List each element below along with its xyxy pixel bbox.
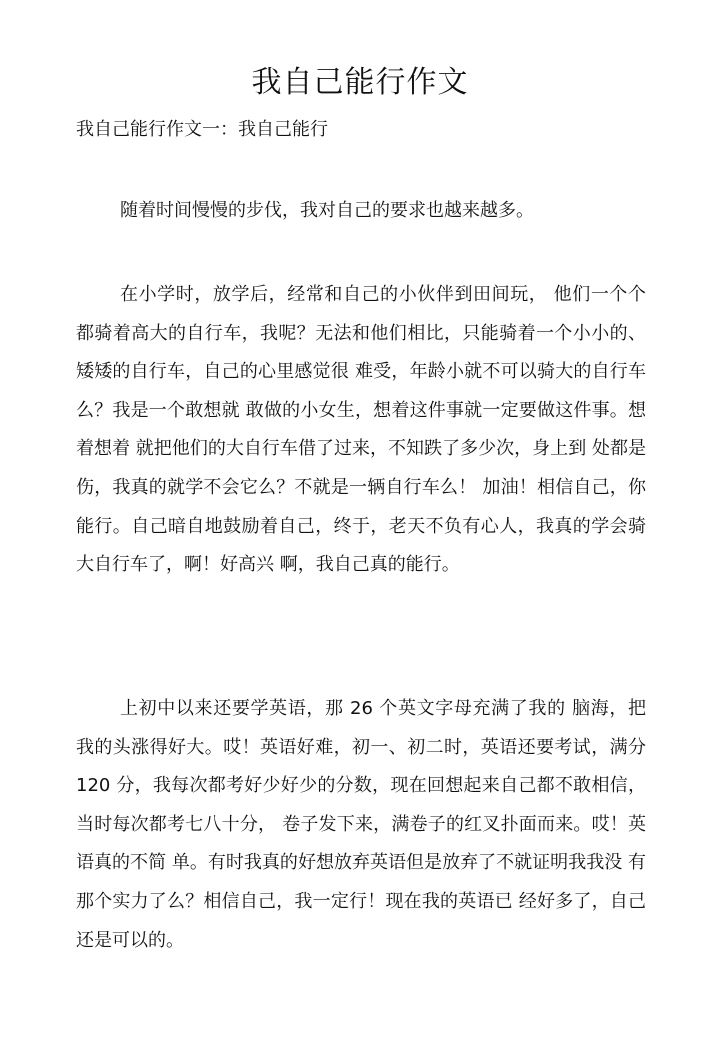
document-title: 我自己能行作文 xyxy=(251,65,469,100)
paragraph-1: 随着时间慢慢的步伐，我对自己的要求也越来越多。 xyxy=(120,200,534,221)
paragraph-3: 上初中以来还要学英语，那 26 个英文字母充满了我的 脑海，把我的头涨得好大。哎！英语好难，初一、初二时，英语还要考试，满分 120 分，我每次都考好少好少的分数，现在回想起来自己都不敢相信，当时每次都考七八十分， 卷子发下来，满卷子的红叉扑面而来。哎！英语真的不简 单。有时我真的好想放弃英语但是放弃了不就证明我我没 有那个实力了么？相信自己，我一定行！现在我的英语已 经好多了，自己还是可以的。 xyxy=(76,698,646,951)
document-subtitle: 我自己能行作文一：我自己能行 xyxy=(76,119,328,140)
paragraph-2: 在小学时，放学后，经常和自己的小伙伴到田间玩， 他们一个个都骑着高大的自行车，我呢？无法和他们相比，只能骑着一个小小的、矮矮的自行车，自己的心里感觉很 难受，年龄小就不可以骑大的自行车么？我是一个敢想就 敢做的小女生，想着这件事就一定要做这件事。想着想着 就把他们的大自行车借了过来，不知跌了多少次，身上到 处都是伤，我真的就学不会它么？不就是一辆自行车么！ 加油！相信自己，你能行。自己暗自地鼓励着自己，终于，老天不负有心人，我真的学会骑大自行车了，啊！好高兴 啊，我自己真的能行。 xyxy=(76,284,646,576)
